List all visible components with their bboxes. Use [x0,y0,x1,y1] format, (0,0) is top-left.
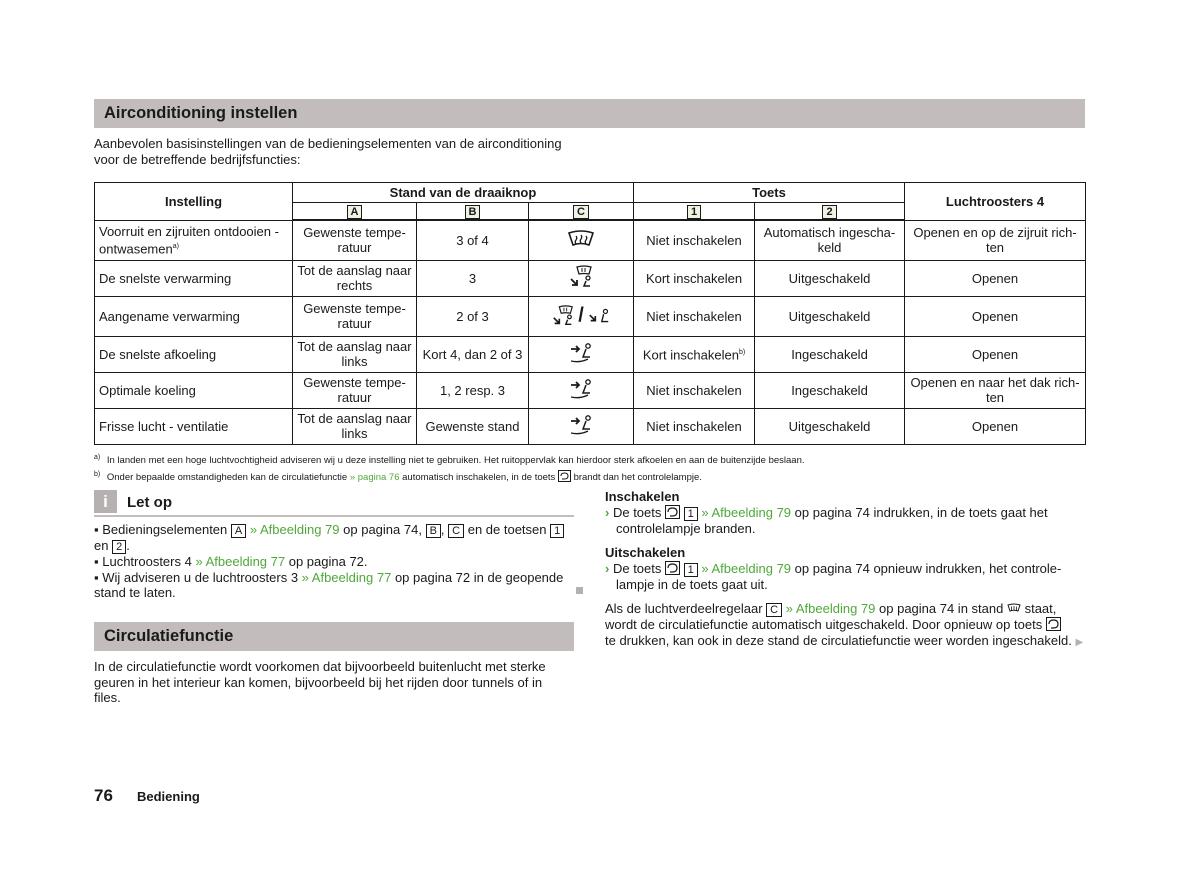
step-text: De toets [612,560,662,576]
paragraph-luchtverdeel [605,601,1095,617]
setting-text: Voorruit en zijruiten ontdooien - ontwasemen [99,223,279,257]
key-2-label: 2 [822,205,836,219]
upper-body-vent-icon [568,413,594,437]
step-inschakelen [605,505,1095,521]
cell-setting: Aangename verwarming [95,296,293,336]
table-row [95,408,1086,444]
cell-setting: De snelste verwarming [95,260,293,296]
para-text: Als de luchtverdeelregelaar [605,601,763,616]
footnote-ref-a: a) [172,242,179,250]
cell-a: Gewenste tempe-ratuur [293,220,417,260]
para-text: wordt de circulatiefunctie automatisch uitgeschakeld. Door opnieuw op toets [605,617,1043,632]
cell-key2: Uitgeschakeld [755,260,905,296]
cell-key2: Uitgeschakeld [755,408,905,444]
bullet-text: Wij adviseren u de luchtroosters 3 [102,569,299,585]
note-bullet-1-cont: en 2 . [94,538,130,553]
cell-b: 3 of 4 [417,220,529,260]
cell-c [529,220,634,260]
intro-line: voor de betreffende bedrijfsfuncties: [94,151,301,167]
cell-key1: Niet inschakelen [634,296,755,336]
text-line: files. [94,690,121,705]
cell-b: 2 of 3 [417,296,529,336]
section-title-airconditioning [94,99,1085,128]
table-row [95,220,1086,260]
text-line: geuren in het interieur kan komen, bijvoorbeeld bij het rijden door tunnels of in [94,674,543,690]
cell-key1 [634,336,755,372]
cell-key1: Kort inschakelen [634,260,755,296]
note-bullet-1: ▪ Bedieningselementen A » Afbeelding 79 op pagina 74, B , C en de toetsen 1 [94,522,574,538]
cell-vents: Openen [905,296,1086,336]
header-knob: Stand van de draaiknop [293,183,634,203]
bullet-text: op pagina 74, [343,522,422,537]
cell-c [529,296,634,336]
intro-line: Aanbevolen basisinstellingen van de bedieningselementen van de airconditioning [94,136,562,151]
footnote-text: brandt dan het controlelampje. [573,472,702,484]
bullet-text: Bedieningselementen [102,522,228,537]
para-text: op pagina 74 in stand [879,601,1004,616]
cell-key2: Ingeschakeld [755,336,905,372]
step-uitschakelen [605,561,1095,577]
page-link[interactable]: » pagina 76 [349,472,400,484]
cell-vents: Openen en naar het dak rich-ten [905,372,1086,408]
footnote-text: Onder bepaalde omstandigheden kan de circulatiefunctie [106,472,348,484]
section-title-text: Airconditioning instellen [104,104,298,122]
key-2-ref: 2 [112,540,126,554]
figure-link[interactable]: » Afbeelding 77 [301,569,392,585]
bullet-text: op pagina 72. [288,554,368,569]
section-title-circulatie [94,622,574,651]
cell-b: 1, 2 resp. 3 [417,372,529,408]
step-text: op pagina 74 opnieuw indrukken, het controle- [794,560,1062,576]
cell-vents: Openen en op de zijruit rich-ten [905,220,1086,260]
windshield-and-footwell-icon [568,265,594,289]
cell-vents: Openen [905,260,1086,296]
cell-setting: Optimale koeling [95,372,293,408]
intro-text [94,136,694,167]
key-a-label: A [347,205,363,219]
figure-link[interactable]: » Afbeelding 79 [249,522,340,537]
cell-c [529,336,634,372]
page-number: 76 [94,786,113,805]
key-c-ref: C [766,603,782,617]
figure-link[interactable]: » Afbeelding 79 [701,560,792,576]
header-setting: Instelling [95,183,293,221]
figure-link[interactable]: » Afbeelding 77 [195,554,286,569]
cell-key1: Niet inschakelen [634,408,755,444]
windshield-defrost-icon [1007,603,1021,613]
footwell-icon [587,304,611,328]
header-col-2 [755,203,905,221]
recirculation-button-icon [1046,617,1061,631]
cell-c [529,372,634,408]
icon-separator: / [578,304,584,327]
step-arrow-icon: › [605,560,610,576]
subheading-inschakelen: Inschakelen [605,489,680,504]
bullet-text: en [94,538,109,553]
note-bullet-2: ▪ Luchtroosters 4 » Afbeelding 77 op pagina 72. [94,554,368,569]
footnote-text: In landen met een hoge luchtvochtigheid adviseren wij u deze instelling niet te gebruiken. Het ruitoppervlak kan hierdoor sterk afkoelen en aan de buitenzijde beslaan. [106,455,805,467]
recirculation-button-icon [665,561,680,575]
key-b-label: B [465,205,481,219]
key-1-ref: 1 [684,507,698,521]
note-title: Let op [127,494,172,511]
header-vents: Luchtroosters 4 [905,183,1086,221]
cell-c [529,260,634,296]
header-col-1 [634,203,755,221]
figure-link[interactable]: » Afbeelding 79 [785,601,876,616]
key-a-ref: A [231,524,246,538]
para-text: staat, [1024,601,1057,616]
note-divider [94,515,574,517]
continue-marker-icon: ▶ [1075,636,1084,648]
step-arrow-icon: › [605,504,610,520]
section-title-text: Circulatiefunctie [104,627,234,645]
cell-a: Gewenste tempe-ratuur [293,372,417,408]
key1-text: Kort inschakelen [642,347,739,363]
cell-b: Gewenste stand [417,408,529,444]
cell-a: Gewenste tempe-ratuur [293,296,417,336]
footnote-b [94,468,1094,485]
bullet-text: Luchtroosters 4 [102,554,192,569]
step-text: De toets [612,504,662,520]
key-1-ref: 1 [550,524,564,538]
header-col-c [529,203,634,221]
info-icon-glyph: i [103,491,108,511]
key-1-ref: 1 [684,563,698,577]
cell-vents: Openen [905,336,1086,372]
cell-key1: Niet inschakelen [634,220,755,260]
table-row [95,260,1086,296]
page-section: Bediening [137,789,200,804]
table-row [95,336,1086,372]
footnote-mark: b) [94,471,101,479]
key-c-label: C [573,205,589,219]
cell-key2: Automatisch ingescha-keld [755,220,905,260]
paragraph-line2 [605,617,1095,633]
subheading-uitschakelen: Uitschakelen [605,545,686,560]
table-row [95,296,1086,336]
cell-key2: Uitgeschakeld [755,296,905,336]
recirculation-button-icon [558,470,571,482]
header-key: Toets [634,183,905,203]
footnote-mark: a) [94,454,101,461]
upper-body-vent-icon [568,377,594,401]
cell-vents: Openen [905,408,1086,444]
footnote-text: automatisch inschakelen, in de toets [402,472,556,484]
cell-b: 3 [417,260,529,296]
cell-c [529,408,634,444]
note-body [94,522,574,601]
paragraph-line3 [605,633,1095,651]
cell-b: Kort 4, dan 2 of 3 [417,336,529,372]
step-text-cont: lampje in de toets gaat uit. [616,576,768,592]
footnote-ref-b: b) [738,349,746,357]
note-bullet-3: ▪ Wij adviseren u de luchtroosters 3 » Afbeelding 77 op pagina 72 in de geopende [94,569,564,585]
key-b-ref: B [426,524,441,538]
figure-link[interactable]: » Afbeelding 79 [701,504,792,520]
upper-body-vent-icon [568,341,594,365]
windshield-and-footwell-icon [551,304,575,328]
cell-key2: Ingeschakeld [755,372,905,408]
circulatie-text [94,659,574,706]
cell-setting: Frisse lucht - ventilatie [95,408,293,444]
cell-setting: De snelste afkoeling [95,336,293,372]
bullet-text: en de toetsen [467,522,547,537]
windshield-defrost-icon [567,230,595,248]
step-text: op pagina 74 indrukken, in de toets gaat het [794,504,1048,520]
text-line: In de circulatiefunctie wordt voorkomen dat bijvoorbeeld buitenlucht met sterke [94,659,546,674]
bullet-text: op pagina 72 in de geopende [394,569,564,585]
cell-a: Tot de aanslag naar rechts [293,260,417,296]
cell-a: Tot de aanslag naar links [293,336,417,372]
end-marker [576,587,583,594]
cell-setting [95,220,293,260]
settings-table [94,182,1086,445]
note-bullet-3-cont: stand te laten. [94,585,176,600]
para-text: te drukken, kan ook in deze stand de circulatiefunctie weer worden ingeschakeld. [605,632,1072,648]
key-1-label: 1 [687,205,701,219]
info-icon [94,490,117,513]
header-col-b [417,203,529,221]
footnotes [94,451,1094,485]
table-row [95,372,1086,408]
cell-a: Tot de aanslag naar links [293,408,417,444]
cell-key1: Niet inschakelen [634,372,755,408]
recirculation-button-icon [665,505,680,519]
step-text-cont: controlelampje branden. [616,520,756,536]
footnote-a [94,451,1094,468]
right-column [605,489,1095,650]
header-col-a [293,203,417,221]
key-c-ref: C [448,524,464,538]
